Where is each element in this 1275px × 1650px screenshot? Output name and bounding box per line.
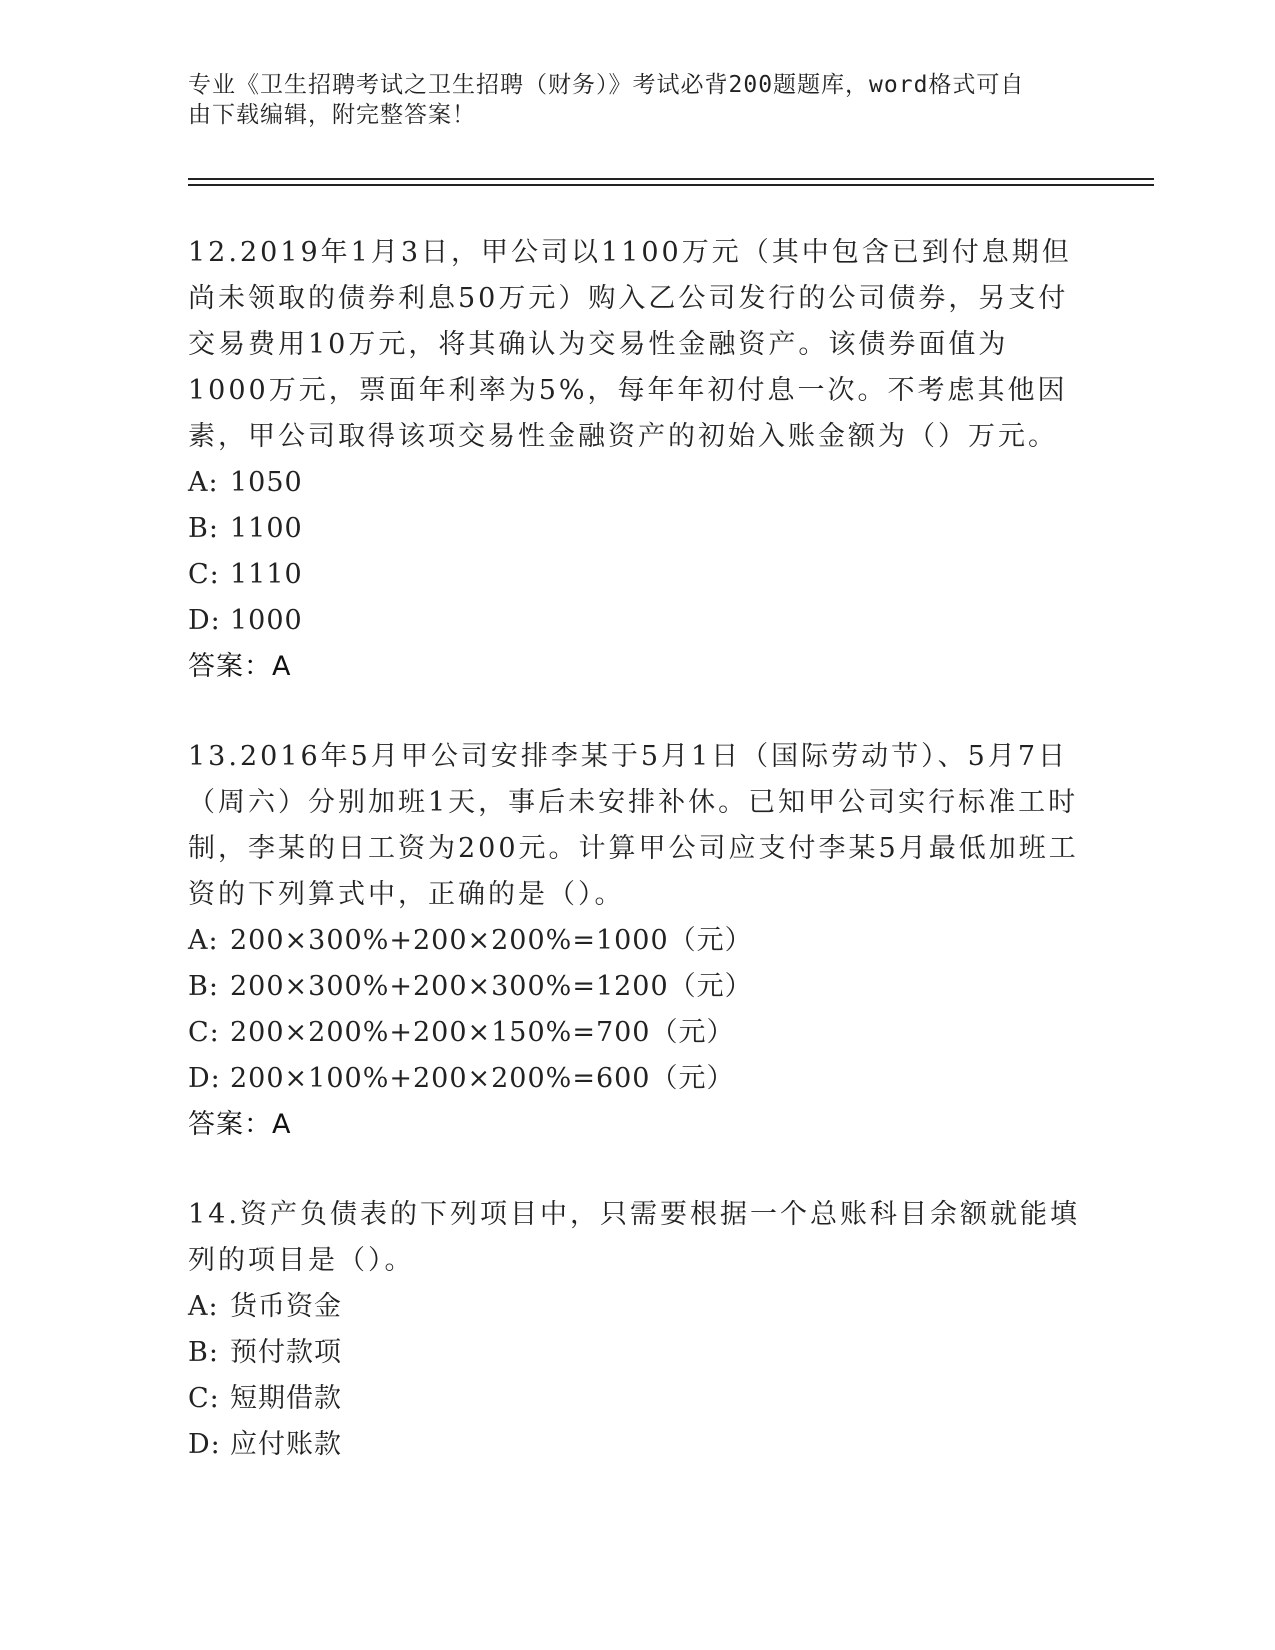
option-letter: D: <box>188 605 221 636</box>
option-text: 200×100%+200×200%=600（元） <box>230 1063 735 1094</box>
question-list <box>188 230 1088 1512</box>
option-text: 1050 <box>230 467 303 498</box>
question-stem: 12.2019年1月3日，甲公司以1100万元（其中包含已到付息期但尚未领取的债券利息50万元）购入乙公司发行的公司债券，另支付交易费用10万元，将其确认为交易性金融资产。该债券面值为1000万元，票面年利率为5%，每年年初付息一次。不考虑其他因素，甲公司取得该项交易性金融资产的初始入账金额为（）万元。 <box>188 237 1072 452</box>
option-b <box>188 506 1088 552</box>
header-line-1: 专业《卫生招聘考试之卫生招聘（财务）》考试必背200题题库，word格式可自 <box>188 72 1025 98</box>
option-a <box>188 460 1088 506</box>
option-text: 200×200%+200×150%=700（元） <box>230 1017 735 1048</box>
header-divider-top <box>188 178 1154 180</box>
option-c <box>188 552 1088 598</box>
option-text: 1100 <box>230 513 303 544</box>
option-letter: B: <box>188 971 219 1002</box>
option-b <box>188 1330 1088 1376</box>
question-stem: 13.2016年5月甲公司安排李某于5月1日（国际劳动节）、5月7日（周六）分别加班1天，事后未安排补休。已知甲公司实行标准工时制，李某的日工资为200元。计算甲公司应支付李某5月最低加班工资的下列算式中，正确的是（）。 <box>188 741 1079 910</box>
option-text: 短期借款 <box>230 1383 342 1414</box>
question-13 <box>188 734 1088 1148</box>
option-d <box>188 1056 1088 1102</box>
option-text: 1000 <box>230 605 303 636</box>
option-letter: A: <box>188 925 219 956</box>
question-stem: 14.资产负债表的下列项目中，只需要根据一个总账科目余额就能填列的项目是（）。 <box>188 1199 1080 1276</box>
option-d <box>188 1422 1088 1468</box>
option-letter: B: <box>188 513 219 544</box>
option-letter: A: <box>188 467 219 498</box>
option-letter: B: <box>188 1337 219 1368</box>
option-a <box>188 1284 1088 1330</box>
option-c <box>188 1010 1088 1056</box>
question-14 <box>188 1192 1088 1468</box>
option-letter: C: <box>188 1017 220 1048</box>
option-text: 200×300%+200×300%=1200（元） <box>230 971 753 1002</box>
option-d <box>188 598 1088 644</box>
option-text: 预付款项 <box>230 1337 342 1368</box>
header-line-2: 由下载编辑，附完整答案！ <box>188 102 476 128</box>
option-text: 应付账款 <box>230 1429 342 1460</box>
question-12 <box>188 230 1088 690</box>
option-c <box>188 1376 1088 1422</box>
option-letter: A: <box>188 1291 219 1322</box>
answer-line: 答案：A <box>188 1109 292 1140</box>
option-b <box>188 964 1088 1010</box>
option-text: 200×300%+200×200%=1000（元） <box>230 925 753 956</box>
option-letter: D: <box>188 1063 221 1094</box>
option-a <box>188 918 1088 964</box>
option-letter: C: <box>188 1383 220 1414</box>
header-divider-bottom <box>188 184 1154 186</box>
option-text: 1110 <box>230 559 303 590</box>
option-letter: C: <box>188 559 220 590</box>
option-letter: D: <box>188 1429 221 1460</box>
answer-line: 答案：A <box>188 651 292 682</box>
document-header <box>188 70 1068 130</box>
option-text: 货币资金 <box>230 1291 342 1322</box>
